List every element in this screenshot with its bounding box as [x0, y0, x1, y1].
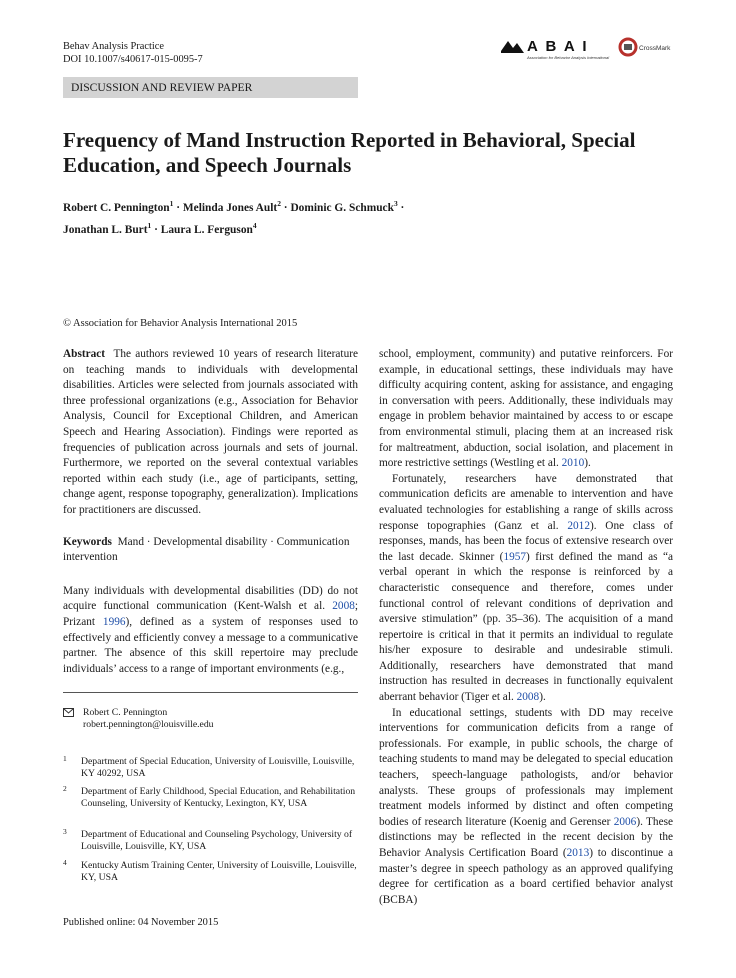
doi: DOI 10.1007/s40617-015-0095-7: [63, 54, 203, 65]
citation-link[interactable]: 2006: [613, 815, 637, 828]
author-line-1: Robert C. Pennington$^1$ · Melinda Jones Ault$^2$ · Dominic G. Schmuck$^3$ ·: [63, 199, 405, 214]
author-list: [63, 195, 673, 239]
correspondence-email[interactable]: robert.pennington@louisville.edu: [83, 719, 214, 731]
body-paragraph: school, employment, community) and putative reinforcers. For example, in educational settings, these individuals may have difficulty acquiring content, asking for assistance, and engaging in conversation with peers. Additionally, these individuals may engage in problem behavior maintained by access to or escape from environmental stimuli, placing them at an increased risk for maltreatment, abduction, social isolation, and placement in more restrictive settings (Westling et al. 2010).: [379, 348, 673, 470]
left-column: [63, 347, 358, 677]
right-column: [379, 347, 673, 908]
copyright-notice: © Association for Behavior Analysis International 2015: [63, 318, 298, 329]
envelope-icon: [63, 708, 74, 717]
keywords-list: Mand · Developmental disability · Communication intervention: [63, 535, 350, 564]
affiliation-text: Department of Special Education, University of Louisville, Louisville, KY 40292, USA: [81, 756, 355, 780]
citation-link[interactable]: 2012: [567, 519, 590, 532]
logo-subtitle: Association for Behavior Analysis International: [527, 55, 610, 60]
abstract-label: Abstract: [63, 348, 106, 360]
published-date: Published online: 04 November 2015: [63, 917, 219, 928]
citation-link[interactable]: 2008: [332, 600, 355, 613]
author-name[interactable]: Robert C. Pennington: [63, 201, 170, 214]
affiliation-text: Department of Early Childhood, Special Education, and Rehabilitation Counseling, University of Kentucky, Lexington, KY, USA: [81, 786, 356, 810]
body-paragraph: In educational settings, students with DD may receive interventions for communication deficits from a range of professionals. For example, in public schools, the charge of teaching students to mand may be delegated to special education teachers, speech-language pathologists, and/or behavior analysts. These groups of professionals may implement treatment models informed by distinct and often competing bodies of research literature (Koenig and Gerenser 2006). These distinctions may be reflected in the recent decision by the Behavior Analysis Certification Board (2013) to discontinue a master’s degree in speech pathology as an approved qualifying degree for certification as a board certified behavior analyst (BCBA): [379, 706, 673, 906]
author-name[interactable]: Jonathan L. Burt: [63, 223, 148, 236]
publisher-logo: [500, 36, 675, 62]
keywords: [63, 535, 358, 566]
citation-link[interactable]: 2008: [516, 691, 540, 704]
article-category: DISCUSSION AND REVIEW PAPER: [71, 81, 253, 94]
running-header: [63, 40, 203, 66]
crossmark-label: CrossMark: [639, 45, 671, 52]
correspondence-name: Robert C. Pennington: [83, 707, 168, 718]
affiliation-text: Department of Educational and Counseling Psychology, University of Louisville, Louisville, KY, USA: [81, 829, 353, 853]
abstract-text: The authors reviewed 10 years of research literature on teaching mands to individuals with developmental disabilities. Articles were selected from journals associated with three professional organizations (e.g., Association for Behavior Analysis, Council for Exceptional Children, and American Speech and Hearing Association). Findings were reported as frequencies of publication across journals and sets of journal. Furthermore, we reported on the several contextual variables reported within each study (i.e., age of participants, setting, change agent, response topography, generalization). Implications for practitioners are discussed.: [63, 348, 358, 516]
author-name[interactable]: Melinda Jones Ault: [182, 201, 278, 214]
author-name[interactable]: Laura L. Ferguson: [160, 223, 253, 236]
citation-link[interactable]: 2013: [566, 847, 590, 859]
citation-link[interactable]: 2010: [561, 457, 585, 470]
author-name[interactable]: Dominic G. Schmuck: [290, 201, 394, 214]
body-paragraph: Fortunately, researchers have demonstrated that communication deficits are amenable to intervention and have evaluated technologies for establishing a range of skills across response topographies (Ganz et al. 2012). One class of responses, mands, has been the focus of extensive research over the last decade. Skinner (1957) first defined the mand as “a verbal operant in which the response is reinforced by a characteristic consequence and therefore, comes under functional control of relevant conditions of deprivation and aversive stimulation” (pp. 35–36). The acquisition of a mand repertoire is critical in that it permits an individual to regulate his/her exposure to desirable and undesirable stimuli. Additionally, researchers have demonstrated that mand instruction has resulted in decreases in functionally equivalent aberrant behavior (Tiger et al. 2008).: [379, 472, 674, 704]
abai-logo-icon: [500, 36, 675, 62]
citation-link[interactable]: 1957: [503, 550, 527, 563]
abstract: [63, 347, 358, 519]
intro-paragraph: Many individuals with developmental disabilities (DD) do not acquire functional communication (Kent-Walsh et al. 2008; Prizant 1996), defined as a system of responses used to effectively and efficiently convey a message to a communicative partner. The absence of this skill repertoire may preclude individuals’ access to a range of important environments (e.g.,: [63, 584, 358, 675]
journal-name: Behav Analysis Practice: [63, 41, 164, 52]
correspondence: [63, 707, 214, 732]
article-category-banner: [63, 77, 358, 98]
citation-link[interactable]: 1996: [102, 615, 126, 628]
logo-letters: A B A I: [527, 38, 589, 55]
author-line-2: Jonathan L. Burt$^1$ · Laura L. Ferguson$^4$: [63, 220, 257, 236]
keywords-label: Keywords: [63, 535, 112, 548]
affiliation-text: Kentucky Autism Training Center, University of Louisville, Louisville, KY, USA: [81, 860, 357, 884]
footnote-divider: [63, 692, 358, 693]
article-title: Frequency of Mand Instruction Reported in Behavioral, Special Education, and Speech Journals: [63, 128, 636, 177]
